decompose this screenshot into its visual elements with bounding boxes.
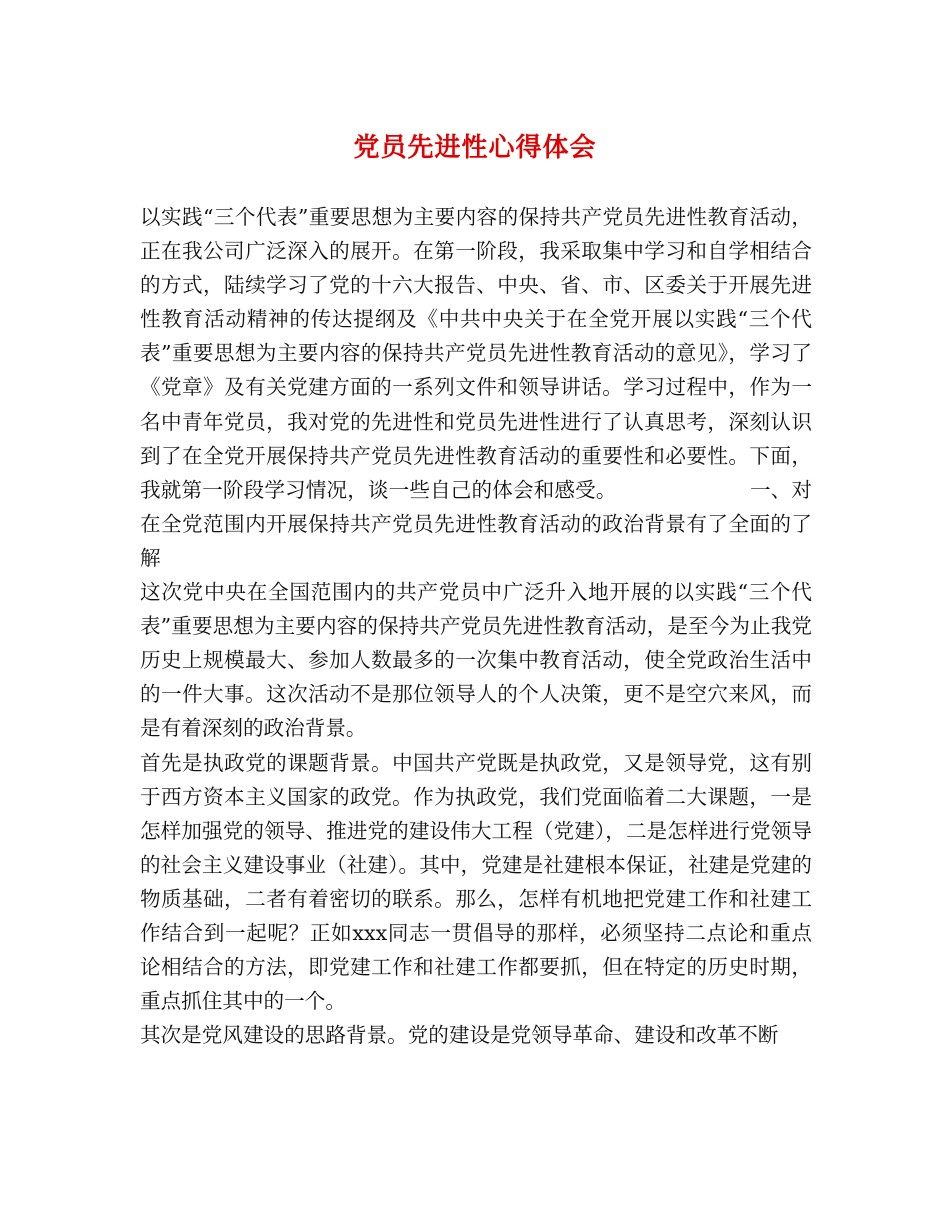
document-body bbox=[140, 200, 812, 1052]
document-title: 党员先进性心得体会 bbox=[353, 133, 597, 163]
paragraph-campaign: 这次党中央在全国范围内的共产党员中广泛升入地开展的以实践“三个代表”重要思想为主要内容的保持共产党员先进性教育活动，是至今为止我党历史上规模最大、参加人数最多的一次集中教育活动，使全党政治生活中的一件大事。这次活动不是那位领导人的个人决策，更不是空穴来风，而是有着深刻的政治背景。 bbox=[140, 580, 812, 741]
paragraph-intro: 以实践“三个代表”重要思想为主要内容的保持共产党员先进性教育活动，正在我公司广泛深入的展开。在第一阶段，我采取集中学习和自学相结合的方式，陆续学习了党的十六大报告、中央、省、市、区委关于开展先进性教育活动精神的传达提纲及《中共中央关于在全党开展以实践“三个代表”重要思想为主要内容的保持共产党员先进性教育活动的意见》，学习了《党章》及有关党建方面的一系列文件和领导讲话。学习过程中，作为一名中青年党员，我对党的先进性和党员先进性进行了认真思考，深刻认识到了在全党开展保持共产党员先进性教育活动的重要性和必要性。下面，我就第一阶段学习情况，谈一些自己的体会和感受。 一、对在全党范围内开展保持共产党员先进性教育活动的政治背景有了全面的了解 bbox=[140, 205, 812, 570]
paragraph-ruling-party: 首先是执政党的课题背景。中国共产党既是执政党，又是领导党，这有别于西方资本主义国家的政党。作为执政党，我们党面临着二大课题，一是怎样加强党的领导、推进党的建设伟大工程（党建），二是怎样进行党领导的社会主义建设事业（社建）。其中，党建是社建根本保证，社建是党建的物质基础，二者有着密切的联系。那么，怎样有机地把党建工作和社建工作结合到一起呢？正如xxx同志一贯倡导的那样，必须坚持二点论和重点论相结合的方法，即党建工作和社建工作都要抓，但在特定的历史时期，重点抓住其中的一个。 bbox=[140, 750, 812, 1014]
paragraph-party-style: 其次是党风建设的思路背景。党的建设是党领导革命、建设和改革不断 bbox=[140, 1023, 779, 1048]
